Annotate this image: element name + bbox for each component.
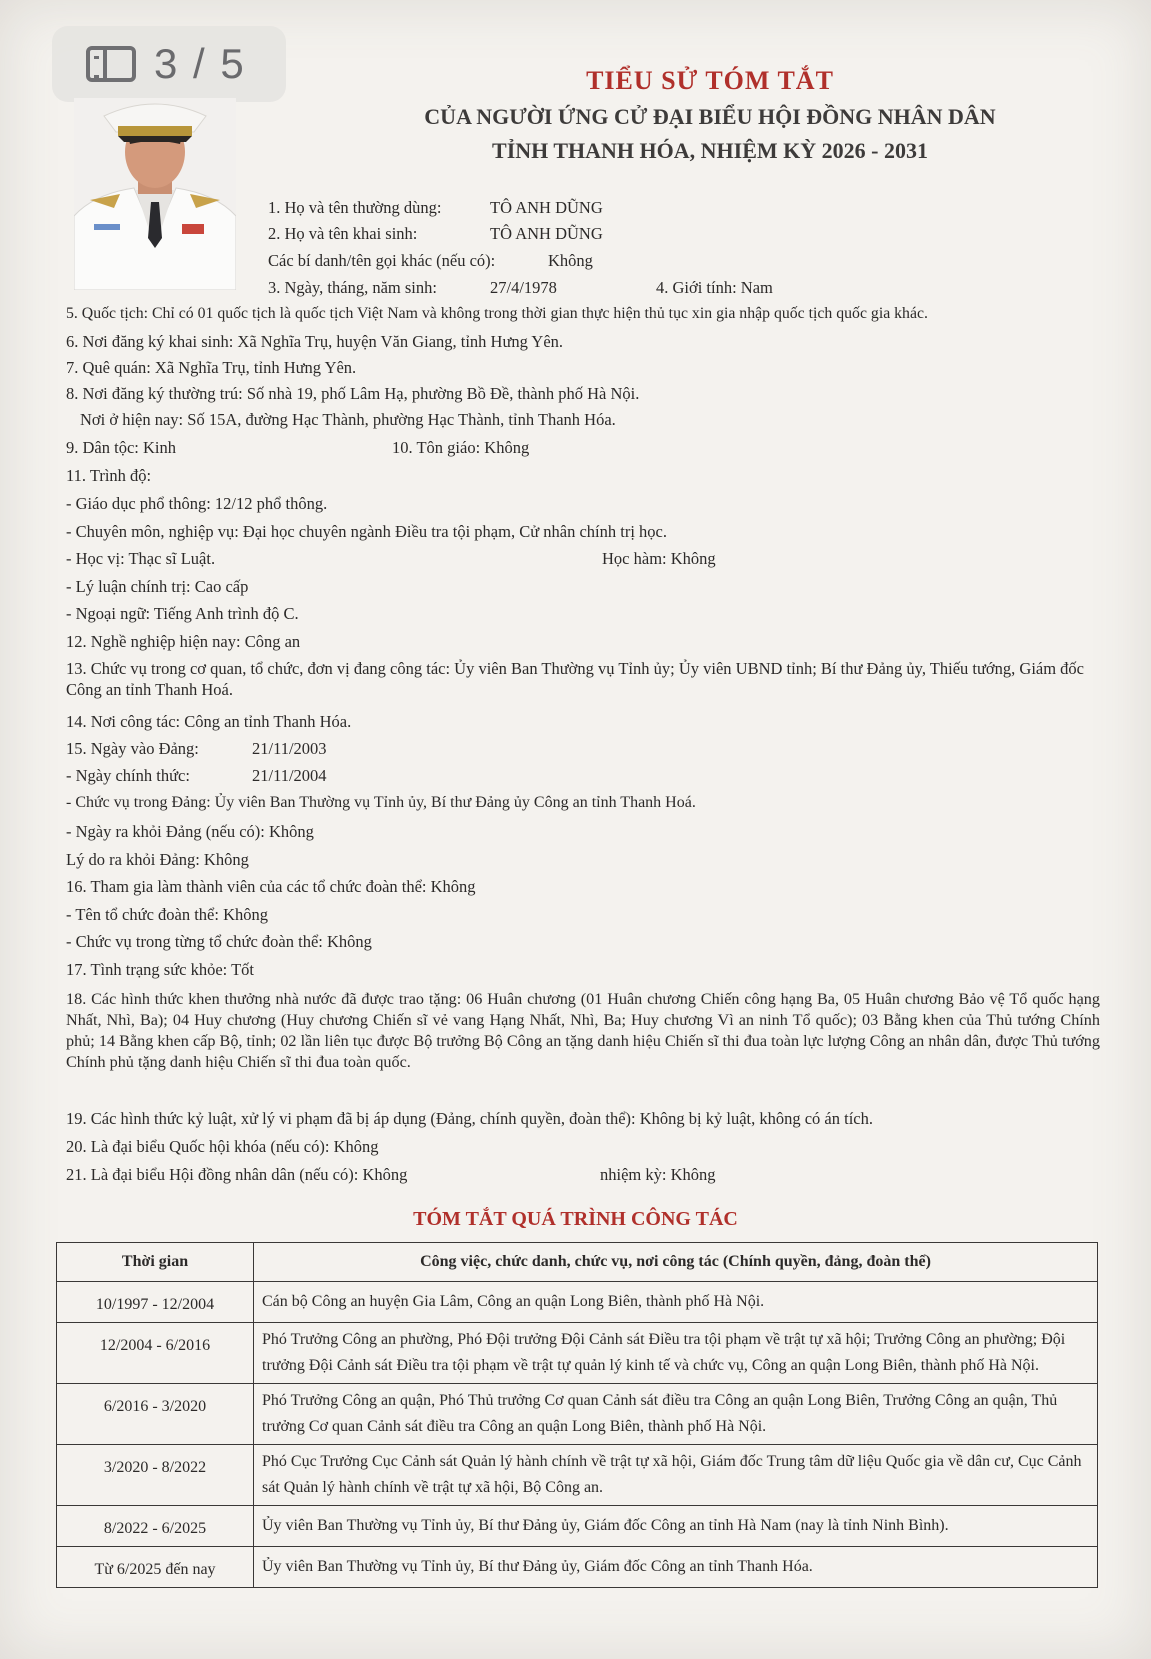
field-1-label: 1. Họ và tên thường dùng: — [268, 198, 442, 217]
field-11-general-education: - Giáo dục phổ thông: 12/12 phổ thông. — [66, 494, 328, 513]
table-row — [57, 1384, 1098, 1445]
table-row — [57, 1506, 1098, 1547]
field-2-label: 2. Họ và tên khai sinh: — [268, 224, 418, 243]
field-4: 4. Giới tính: Nam — [656, 278, 773, 297]
field-15-party-position: - Chức vụ trong Đảng: Ủy viên Ban Thường vụ Tỉnh ủy, Bí thư Đảng ủy Công an tỉnh Thanh Hoá. — [66, 794, 696, 811]
field-8: 8. Nơi đăng ký thường trú: Số nhà 19, phố Lâm Hạ, phường Bồ Đề, thành phố Hà Nội. — [66, 384, 640, 403]
field-16: 16. Tham gia làm thành viên của các tổ chức đoàn thể: Không — [66, 877, 476, 896]
field-3-value: 27/4/1978 — [490, 278, 557, 297]
field-5: 5. Quốc tịch: Chỉ có 01 quốc tịch là quốc tịch Việt Nam và không trong thời gian thực hiện thủ tục xin gia nhập quốc tịch quốc gia khác. — [66, 305, 928, 322]
alias-label: Các bí danh/tên gọi khác (nếu có): — [268, 251, 496, 270]
field-15-official-label: - Ngày chính thức: — [66, 766, 190, 785]
field-10: 10. Tôn giáo: Không — [392, 438, 530, 457]
field-20: 20. Là đại biểu Quốc hội khóa (nếu có): Không — [66, 1137, 379, 1156]
table-header-row — [57, 1243, 1098, 1282]
field-1-value: TÔ ANH DŨNG — [490, 198, 603, 217]
row-time: 3/2020 - 8/2022 — [57, 1445, 254, 1506]
row-desc: Ủy viên Ban Thường vụ Tỉnh ủy, Bí thư Đảng ủy, Giám đốc Công an tỉnh Hà Nam (nay là tỉnh Ninh Bình). — [254, 1506, 1098, 1547]
table-row — [57, 1547, 1098, 1588]
field-17: 17. Tình trạng sức khỏe: Tốt — [66, 960, 254, 979]
row-desc: Cán bộ Công an huyện Gia Lâm, Công an quận Long Biên, thành phố Hà Nội. — [254, 1282, 1098, 1323]
row-time: Từ 6/2025 đến nay — [57, 1547, 254, 1588]
field-8-residence: Nơi ở hiện nay: Số 15A, đường Hạc Thành, phường Hạc Thành, tỉnh Thanh Hóa. — [80, 410, 616, 429]
field-11-academic-title: Học hàm: Không — [602, 549, 716, 568]
table-row — [57, 1282, 1098, 1323]
portrait-photo — [74, 98, 236, 290]
field-15-leave-date: - Ngày ra khỏi Đảng (nếu có): Không — [66, 822, 314, 841]
doc-subtitle-1: CỦA NGƯỜI ỨNG CỬ ĐẠI BIỂU HỘI ĐỒNG NHÂN DÂN — [424, 104, 996, 129]
field-21-term: nhiệm kỳ: Không — [600, 1165, 716, 1184]
col-desc-header: Công việc, chức danh, chức vụ, nơi công tác (Chính quyền, đảng, đoàn thể) — [254, 1243, 1098, 1282]
field-15-value: 21/11/2003 — [252, 739, 327, 758]
field-11-foreign-language: - Ngoại ngữ: Tiếng Anh trình độ C. — [66, 604, 299, 623]
field-11-specialty: - Chuyên môn, nghiệp vụ: Đại học chuyên ngành Điều tra tội phạm, Cử nhân chính trị học. — [66, 522, 667, 541]
field-7: 7. Quê quán: Xã Nghĩa Trụ, tỉnh Hưng Yên. — [66, 358, 357, 377]
field-3-label: 3. Ngày, tháng, năm sinh: — [268, 278, 437, 297]
field-6: 6. Nơi đăng ký khai sinh: Xã Nghĩa Trụ, huyện Văn Giang, tỉnh Hưng Yên. — [66, 332, 564, 351]
doc-title: TIỂU SỬ TÓM TẮT — [586, 66, 834, 95]
field-11: 11. Trình độ: — [66, 466, 152, 485]
field-13: 13. Chức vụ trong cơ quan, tổ chức, đơn vị đang công tác: Ủy viên Ban Thường vụ Tỉnh ủy; Ủy viên UBND tỉnh; Bí thư Đảng ủy, Thiếu tướng, Giám đốc Công an tỉnh Thanh Hoá. — [66, 659, 1085, 699]
table-row — [57, 1323, 1098, 1384]
col-time-header: Thời gian — [57, 1243, 254, 1282]
field-18: 18. Các hình thức khen thưởng nhà nước đã được trao tặng: 06 Huân chương (01 Huân chương Chiến công hạng Ba, 05 Huân chương Bảo vệ Tổ quốc hạng Nhất, Nhì, Ba); 04 Huy chương (Huy chương Chiến sĩ vẻ vang Hạng Nhất, Nhì, Ba; Huy chương Vì an ninh Tổ quốc); 03 Bằng khen của Thủ tướng Chính phủ; 14 Bằng khen cấp Bộ, tỉnh; 02 lần liên tục được Bộ trưởng Bộ Công an tặng danh hiệu Chiến sĩ thi đua toàn lực lượng Công an nhân dân, được Thủ tướng Chính phủ tặng danh hiệu Chiến sĩ thi đua toàn quốc. — [66, 990, 1100, 1071]
page-indicator[interactable] — [52, 26, 286, 102]
row-desc: Phó Cục Trưởng Cục Cảnh sát Quản lý hành chính về trật tự xã hội, Giám đốc Trung tâm dữ liệu Quốc gia về dân cư, Cục Cảnh sát Quản lý hành chính về trật tự xã hội, Bộ Công an. — [254, 1445, 1098, 1506]
doc-subtitle-2: TỈNH THANH HÓA, NHIỆM KỲ 2026 - 2031 — [492, 138, 928, 163]
row-time: 6/2016 - 3/2020 — [57, 1384, 254, 1445]
alias-value: Không — [548, 251, 593, 270]
row-time: 8/2022 - 6/2025 — [57, 1506, 254, 1547]
field-15-label: 15. Ngày vào Đảng: — [66, 739, 199, 758]
field-16-org-position: - Chức vụ trong từng tổ chức đoàn thể: Không — [66, 932, 372, 951]
field-19: 19. Các hình thức kỷ luật, xử lý vi phạm đã bị áp dụng (Đảng, chính quyền, đoàn thể): Không bị kỷ luật, không có án tích. — [66, 1109, 873, 1128]
row-desc: Phó Trưởng Công an phường, Phó Đội trưởng Đội Cảnh sát Điều tra tội phạm về trật tự xã hội; Trưởng Công an phường; Đội trưởng Đội Cảnh sát Điều tra tội phạm về trật tự quản lý kinh tế và chức vụ, Công an quận Long Biên, thành phố Hà Nội. — [254, 1323, 1098, 1384]
field-11-political-theory: - Lý luận chính trị: Cao cấp — [66, 577, 249, 596]
field-15-leave-reason: Lý do ra khỏi Đảng: Không — [66, 850, 249, 869]
book-icon — [86, 46, 136, 82]
work-history-title: TÓM TẮT QUÁ TRÌNH CÔNG TÁC — [413, 1208, 738, 1230]
field-16-org-name: - Tên tổ chức đoàn thể: Không — [66, 905, 269, 924]
field-11-degree: - Học vị: Thạc sĩ Luật. — [66, 549, 216, 568]
row-desc: Ủy viên Ban Thường vụ Tỉnh ủy, Bí thư Đảng ủy, Giám đốc Công an tỉnh Thanh Hóa. — [254, 1547, 1098, 1588]
field-2-value: TÔ ANH DŨNG — [490, 224, 603, 243]
field-14: 14. Nơi công tác: Công an tỉnh Thanh Hóa. — [66, 712, 352, 731]
row-time: 12/2004 - 6/2016 — [57, 1323, 254, 1384]
work-history-table — [56, 1242, 1098, 1588]
table-row — [57, 1445, 1098, 1506]
row-desc: Phó Trưởng Công an quận, Phó Thủ trưởng Cơ quan Cảnh sát điều tra Công an quận Long Biên, Trưởng Công an quận, Thủ trưởng Cơ quan Cảnh sát điều tra Công an quận Long Biên, thành phố Hà Nội. — [254, 1384, 1098, 1445]
field-21: 21. Là đại biểu Hội đồng nhân dân (nếu có): Không — [66, 1165, 408, 1184]
field-12: 12. Nghề nghiệp hiện nay: Công an — [66, 632, 301, 651]
field-9: 9. Dân tộc: Kinh — [66, 438, 176, 457]
row-time: 10/1997 - 12/2004 — [57, 1282, 254, 1323]
field-15-official-value: 21/11/2004 — [252, 766, 327, 785]
page-count: 3 / 5 — [154, 40, 246, 87]
